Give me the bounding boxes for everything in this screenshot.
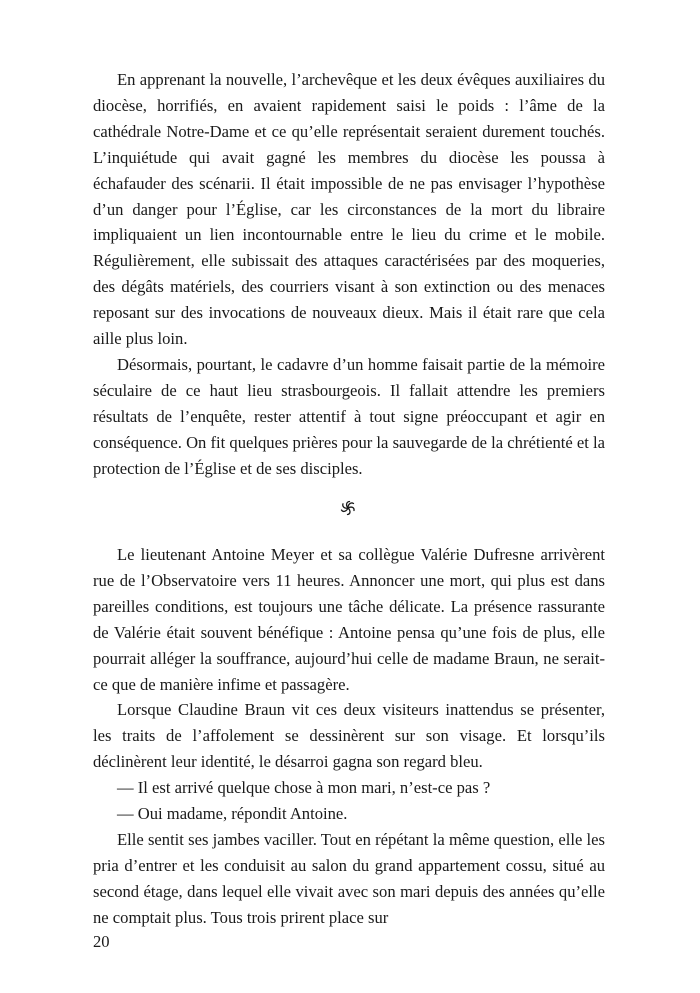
dialogue-line: — Il est arrivé quelque chose à mon mari, n’est-ce pas ?	[117, 778, 491, 798]
paragraph: Elle sentit ses jambes vaciller. Tout en répétant la même question, elle les pria d’entrer et les conduisit au salon du grand appartement cossu, situé au second étage, dans lequel elle vivait avec son mari depuis des années qu’elle ne comptait plus. Tous trois prirent place sur	[93, 829, 605, 927]
paragraph: Lorsque Claudine Braun vit ces deux visiteurs inattendus se présenter, les traits de l’affolement se dessinèrent sur son visage. Et lorsqu’ils déclinèrent leur identité, le désarroi gagna son regard bleu.	[93, 700, 605, 772]
swirl-ornament-icon	[338, 498, 358, 518]
dialogue-line: — Oui madame, répondit Antoine.	[117, 804, 348, 824]
section-one	[93, 67, 605, 482]
paragraph: En apprenant la nouvelle, l’archevêque et les deux évêques auxiliaires du diocèse, horrifiés, en avaient rapidement saisi le poids : l’âme de la cathédrale Notre-Dame et ce qu’elle représentait seraient durement touchés. L’inquiétude qui avait gagné les membres du diocèse les poussa à échafauder des scénarii. Il était impossible de ne pas envisager l’hypothèse d’un danger pour l’Église, car les circonstances de la mort du libraire impliquaient un lien incontournable entre le lieu du crime et le mobile. Régulièrement, elle subissait des attaques caractérisées par des moqueries, des dégâts matériels, des courriers visant à son extinction ou des menaces reposant sur des invocations de nouveaux dieux. Mais il était rare que cela aille plus loin.	[93, 70, 605, 349]
page-number: 20	[93, 932, 110, 951]
section-two	[93, 542, 605, 931]
paragraph: Le lieutenant Antoine Meyer et sa collègue Valérie Dufresne arrivèrent rue de l’Observatoire vers 11 heures. Annoncer une mort, qui plus est dans pareilles conditions, est toujours une tâche délicate. La présence rassurante de Valérie était souvent bénéfique : Antoine pensa qu’une fois de plus, elle pourrait alléger la souffrance, aujourd’hui celle de madame Braun, ne serait-ce que de manière infime et passagère.	[93, 545, 605, 694]
paragraph: Désormais, pourtant, le cadavre d’un homme faisait partie de la mémoire séculaire de ce haut lieu strasbourgeois. Il fallait attendre les premiers résultats de l’enquête, rester attentif à tout signe préoccupant et agir en conséquence. On fit quelques prières pour la sauvegarde de la chrétienté et la protection de l’Église et de ses disciples.	[93, 354, 605, 478]
